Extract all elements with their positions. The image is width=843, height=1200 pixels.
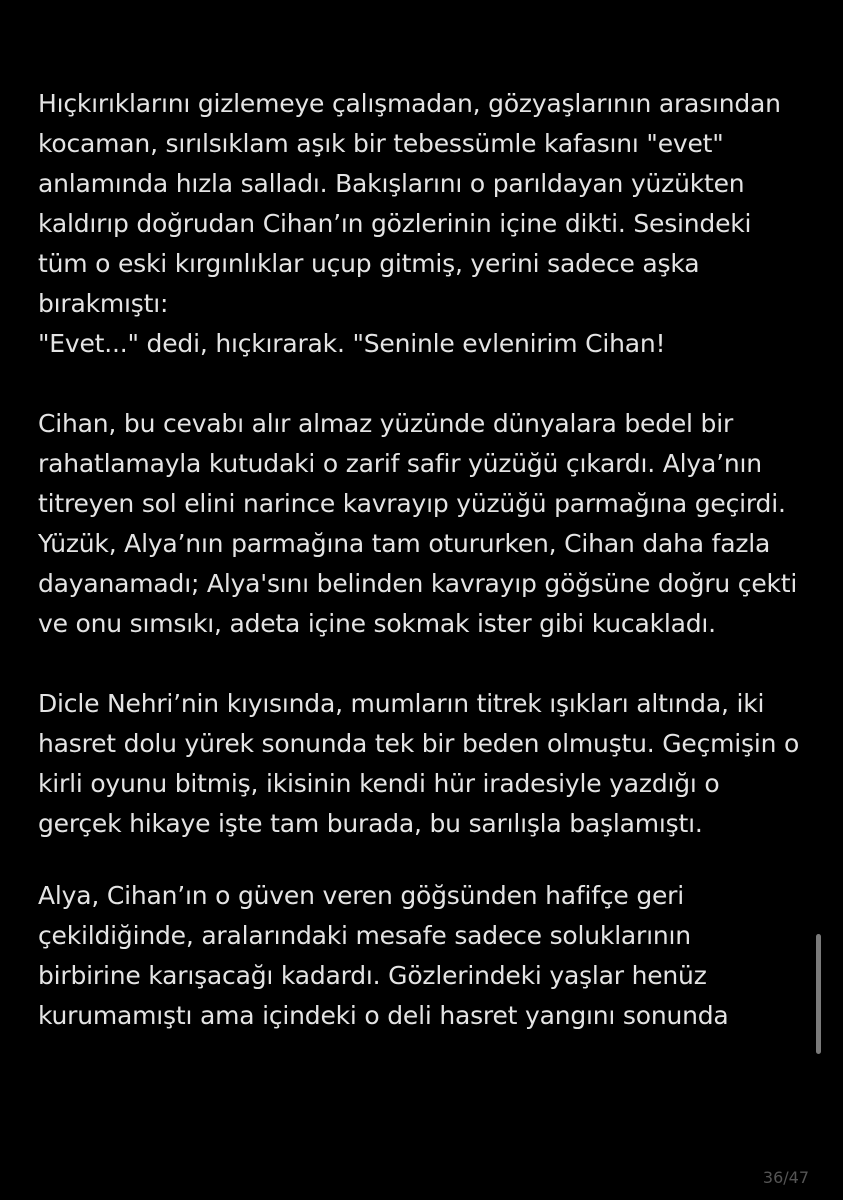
text-line: Cihan, bu cevabı alır almaz yüzünde dünyalara bedel bir — [38, 409, 734, 438]
text-line: tüm o eski kırgınlıklar uçup gitmiş, yerini sadece aşka — [38, 249, 700, 278]
paragraph-spacer — [38, 844, 808, 876]
text-line: kocaman, sırılsıklam aşık bir tebessümle kafasını "evet" — [38, 129, 724, 158]
text-line: Dicle Nehri’nin kıyısında, mumların titrek ışıkları altında, iki — [38, 689, 765, 718]
text-line: Alya, Cihan’ın o güven veren göğsünden hafifçe geri — [38, 881, 685, 910]
text-line: kaldırıp doğrudan Cihan’ın gözlerinin içine dikti. Sesindeki — [38, 209, 752, 238]
text-line: Yüzük, Alya’nın parmağına tam otururken, Cihan daha fazla — [38, 529, 771, 558]
paragraph-4 — [38, 876, 808, 1036]
text-line: anlamında hızla salladı. Bakışlarını o parıldayan yüzükten — [38, 169, 745, 198]
text-line: titreyen sol elini narince kavrayıp yüzüğü parmağına geçirdi. — [38, 489, 786, 518]
paragraph-2 — [38, 404, 808, 644]
chapter-text — [38, 84, 808, 1036]
text-line: rahatlamayla kutudaki o zarif safir yüzüğü çıkardı. Alya’nın — [38, 449, 762, 478]
text-line: dayanamadı; Alya'sını belinden kavrayıp göğsüne doğru çekti — [38, 569, 798, 598]
text-line: "Evet..." dedi, hıçkırarak. "Seninle evlenirim Cihan! — [38, 329, 666, 358]
text-line: Hıçkırıklarını gizlemeye çalışmadan, gözyaşlarının arasından — [38, 89, 781, 118]
scrollbar-thumb[interactable] — [816, 934, 821, 1054]
text-line: birbirine karışacağı kadardı. Gözlerindeki yaşlar henüz — [38, 961, 707, 990]
paragraph-spacer — [38, 364, 808, 404]
text-line: kurumamıştı ama içindeki o deli hasret yangını sonunda — [38, 1001, 729, 1030]
paragraph-1 — [38, 84, 808, 364]
text-line: ve onu sımsıkı, adeta içine sokmak ister gibi kucakladı. — [38, 609, 716, 638]
text-line: çekildiğinde, aralarındaki mesafe sadece soluklarının — [38, 921, 691, 950]
paragraph-3 — [38, 684, 808, 844]
paragraph-spacer — [38, 644, 808, 684]
page-indicator: 36/47 — [762, 1168, 809, 1187]
text-line: hasret dolu yürek sonunda tek bir beden olmuştu. Geçmişin o — [38, 729, 800, 758]
text-line: kirli oyunu bitmiş, ikisinin kendi hür iradesiyle yazdığı o — [38, 769, 720, 798]
text-line: gerçek hikaye işte tam burada, bu sarılışla başlamıştı. — [38, 809, 703, 838]
text-line: bırakmıştı: — [38, 289, 169, 318]
